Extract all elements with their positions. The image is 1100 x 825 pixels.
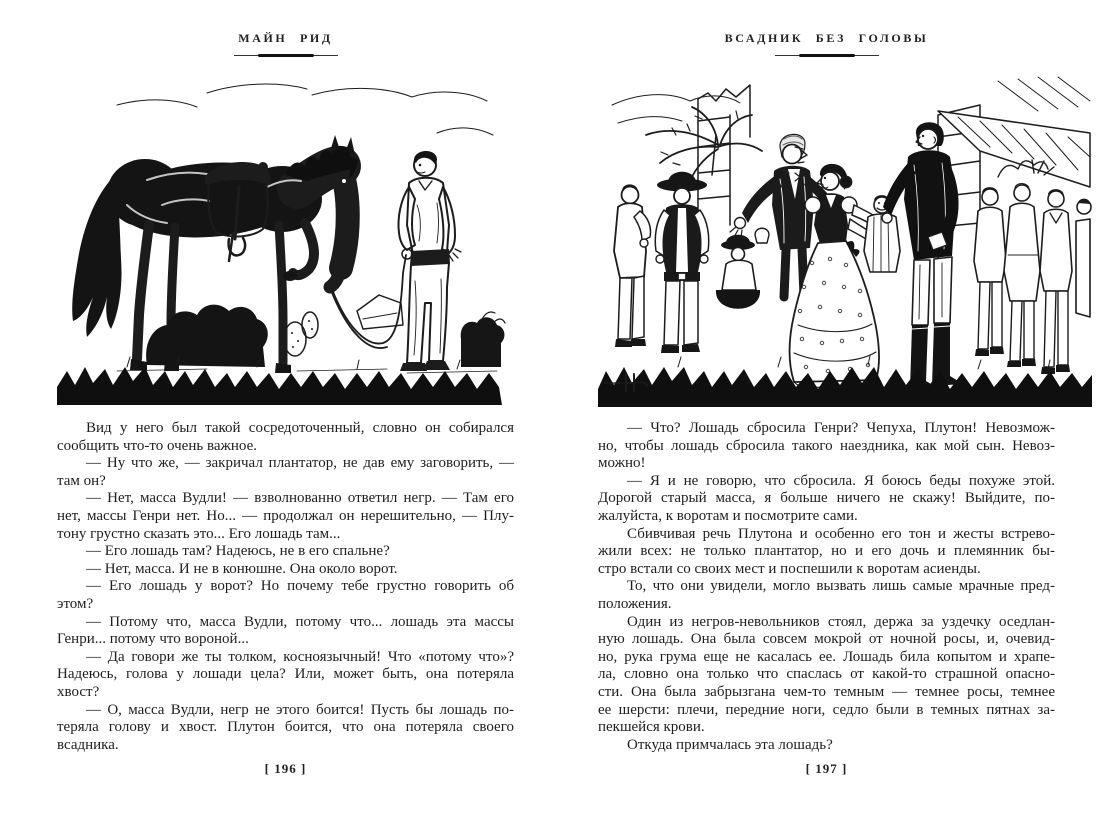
pluto-hair (414, 151, 437, 164)
text-line: ее шерсти: плечи, передние ноги, седло были в темных пятнах за- (598, 701, 1055, 718)
text-line: стро встали со своих мест и поспешили к воротам асиенды. (598, 560, 981, 577)
horse-eye (342, 179, 346, 183)
text-line: Надеюсь, голова у лошади цела? Или, может быть, она потеряла (57, 666, 514, 683)
text-line: — Да говори же ты толком, косноязычный! Что «потому что»? (86, 648, 514, 665)
text-line: жили всех: не только плантатор, но и его дочь и племянник бы- (598, 543, 1055, 560)
text-line: — Что? Лошадь сбросила Генри? Чепуха, Плутон! Невозмож- (627, 420, 1055, 436)
clouds (117, 84, 493, 135)
head-rule-left (234, 54, 338, 57)
text-line: всадника. (57, 736, 119, 753)
text-line: Вид у него был такой сосредоточенный, словно он собирался (86, 420, 514, 436)
text-line: но, рука грума еще не касалась ее. Лошадь била копытом и храпе- (598, 648, 1055, 665)
illustration-horse (57, 75, 514, 407)
page-text-right (598, 420, 1055, 754)
page-number-right: [ 197 ] (805, 761, 848, 776)
text-line: там он? (57, 472, 106, 489)
text-line: Один из негров-невольников стоял, держа за уздечку оседлан- (627, 613, 1055, 630)
gate-pillar-left (698, 85, 750, 227)
text-line: То, что они увидели, могло вызвать лишь самые мрачные пред- (627, 578, 1055, 595)
bystanders-right (974, 184, 1091, 374)
text-line: — О, масса Вудли, негр не этого боится! Пусть бы лошадь по- (86, 701, 514, 718)
text-line: — Нет, масса. И не в конюшне. Она около ворот. (86, 560, 398, 577)
text-line: но, чтобы лошадь сбросила такого наездника, как мой сын. Невоз- (598, 437, 1055, 454)
text-line: — Я и не говорю, что сбросила. Я боюсь беды похуже этой. (627, 472, 1055, 489)
text-line: ла, словно она только что спаслась от какой-то страшной опасно- (598, 666, 1055, 683)
horse-illustration-svg (57, 75, 514, 407)
text-line: Откуда примчалась эта лошадь? (627, 736, 833, 753)
text-line: хвост? (57, 683, 100, 700)
text-line: — Его лошадь там? Надеюсь, не в его спальне? (86, 543, 390, 560)
text-line: этом? (57, 595, 94, 612)
text-line: — Ну что же, — закричал плантатор, не дав ему заговорить, — (86, 455, 514, 472)
page-text-left (57, 420, 514, 754)
text-line: пекшейся крови. (598, 719, 705, 736)
text-line: нет, массы Генри нет. Но... — продолжал он нерешительно, — Плу- (57, 507, 514, 524)
horse-foreleg-standing (279, 225, 283, 363)
bushes (146, 305, 505, 367)
page-197 (598, 0, 1055, 825)
crowd-illustration-svg (598, 75, 1092, 407)
pluto-shoe-left (400, 363, 427, 371)
bystander-crouching (716, 235, 760, 309)
text-line: тону грустно сказать это... Его лошадь там... (57, 525, 341, 542)
pluto-trousers (407, 263, 449, 363)
text-line: ную лошадь. Она была совсем мокрой от ночной росы, и, очевид- (598, 631, 1055, 648)
bystander-1 (614, 184, 651, 347)
text-line: Генри... потому что вороной... (57, 631, 249, 648)
text-line: Дорогой старый масса, я больше ничего не скажу! Выйдите, по- (598, 490, 1055, 507)
page-196 (57, 0, 514, 825)
page-number-left: [ 196 ] (264, 761, 307, 776)
pluto-shoe-right (423, 361, 450, 370)
text-line: можно! (598, 455, 646, 472)
text-line: — Его лошадь у ворот? Но почему тебе грустно говорить об (86, 578, 514, 595)
cactus-pad (302, 312, 318, 338)
running-head-right: ВСАДНИК БЕЗ ГОЛОВЫ (724, 31, 929, 45)
text-line: теряла голову и хвост. Плутон боится, что она потеряла своего (57, 719, 514, 736)
pluto-figure (398, 151, 461, 371)
illustration-crowd (598, 75, 1092, 407)
text-line: — Потому что, масса Вудли, потому что... лошадь эта массы (86, 613, 514, 630)
bonnet-head (755, 228, 769, 243)
head-rule-right (775, 54, 879, 57)
horse-hindleg-1 (137, 225, 149, 359)
running-head-left: МАЙН РИД (238, 31, 333, 45)
horse-foreleg-raised (293, 223, 314, 275)
horse-head (341, 169, 348, 268)
text-line: сообщить что-то очень важное. (57, 437, 257, 454)
text-line: Сбивчивая речь Плутона и особенно его тон и жесты встрево- (627, 525, 1055, 542)
text-line: сти. Она была забрызгана чем-то темным — темнее росы, темнее (598, 683, 1055, 700)
text-line: — Нет, масса Вудли! — взволнованно ответил негр. — Там его (86, 490, 514, 507)
text-line: жалуйста, к воротам и посмотрите сами. (598, 507, 858, 524)
text-line: положения. (598, 595, 672, 612)
